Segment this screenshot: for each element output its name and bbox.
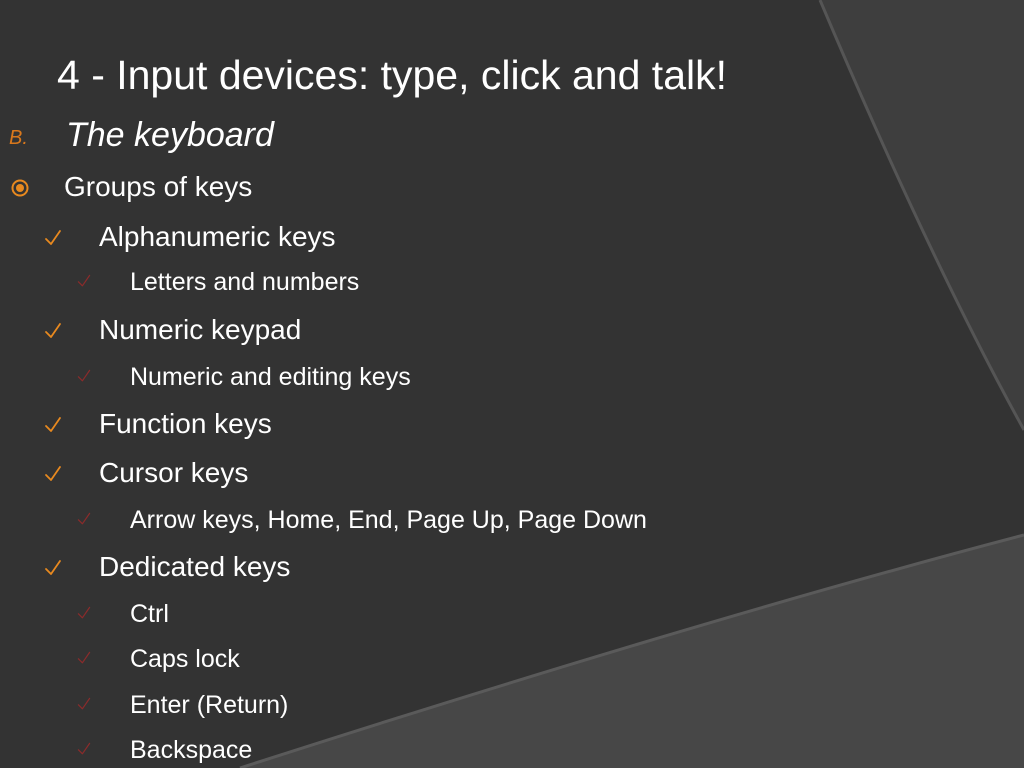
check-mark-icon	[43, 228, 63, 248]
bullet-text: Dedicated keys	[99, 551, 291, 582]
bullet-text: Letters and numbers	[130, 268, 360, 296]
check-mark-icon	[76, 368, 92, 384]
slide-subtitle: The keyboard	[66, 116, 274, 154]
bullet-text: Function keys	[99, 408, 272, 439]
check-mark-icon	[76, 273, 92, 289]
bullet-text: Arrow keys, Home, End, Page Up, Page Down	[130, 506, 647, 534]
check-mark-icon	[43, 321, 63, 341]
check-mark-icon	[76, 605, 92, 621]
check-mark-icon	[76, 696, 92, 712]
bullet-text: Alphanumeric keys	[99, 221, 336, 252]
check-mark-icon	[76, 650, 92, 666]
bullet-text: Numeric keypad	[99, 314, 302, 345]
bullet-text: Groups of keys	[64, 171, 253, 202]
check-mark-icon	[43, 415, 63, 435]
check-mark-icon	[76, 511, 92, 527]
bullet-text: Cursor keys	[99, 457, 249, 488]
check-mark-icon	[43, 464, 63, 484]
slide-title: 4 - Input devices: type, click and talk!	[57, 52, 727, 98]
subtitle-marker: B.	[9, 127, 28, 149]
bullet-text: Enter (Return)	[130, 691, 289, 719]
bullet-text: Caps lock	[130, 645, 240, 673]
check-mark-icon	[43, 558, 63, 578]
bullet-text: Numeric and editing keys	[130, 363, 411, 391]
bullet-text: Backspace	[130, 736, 253, 764]
radio-circle-icon	[10, 178, 30, 198]
bullet-text: Ctrl	[130, 600, 169, 628]
check-mark-icon	[76, 741, 92, 757]
